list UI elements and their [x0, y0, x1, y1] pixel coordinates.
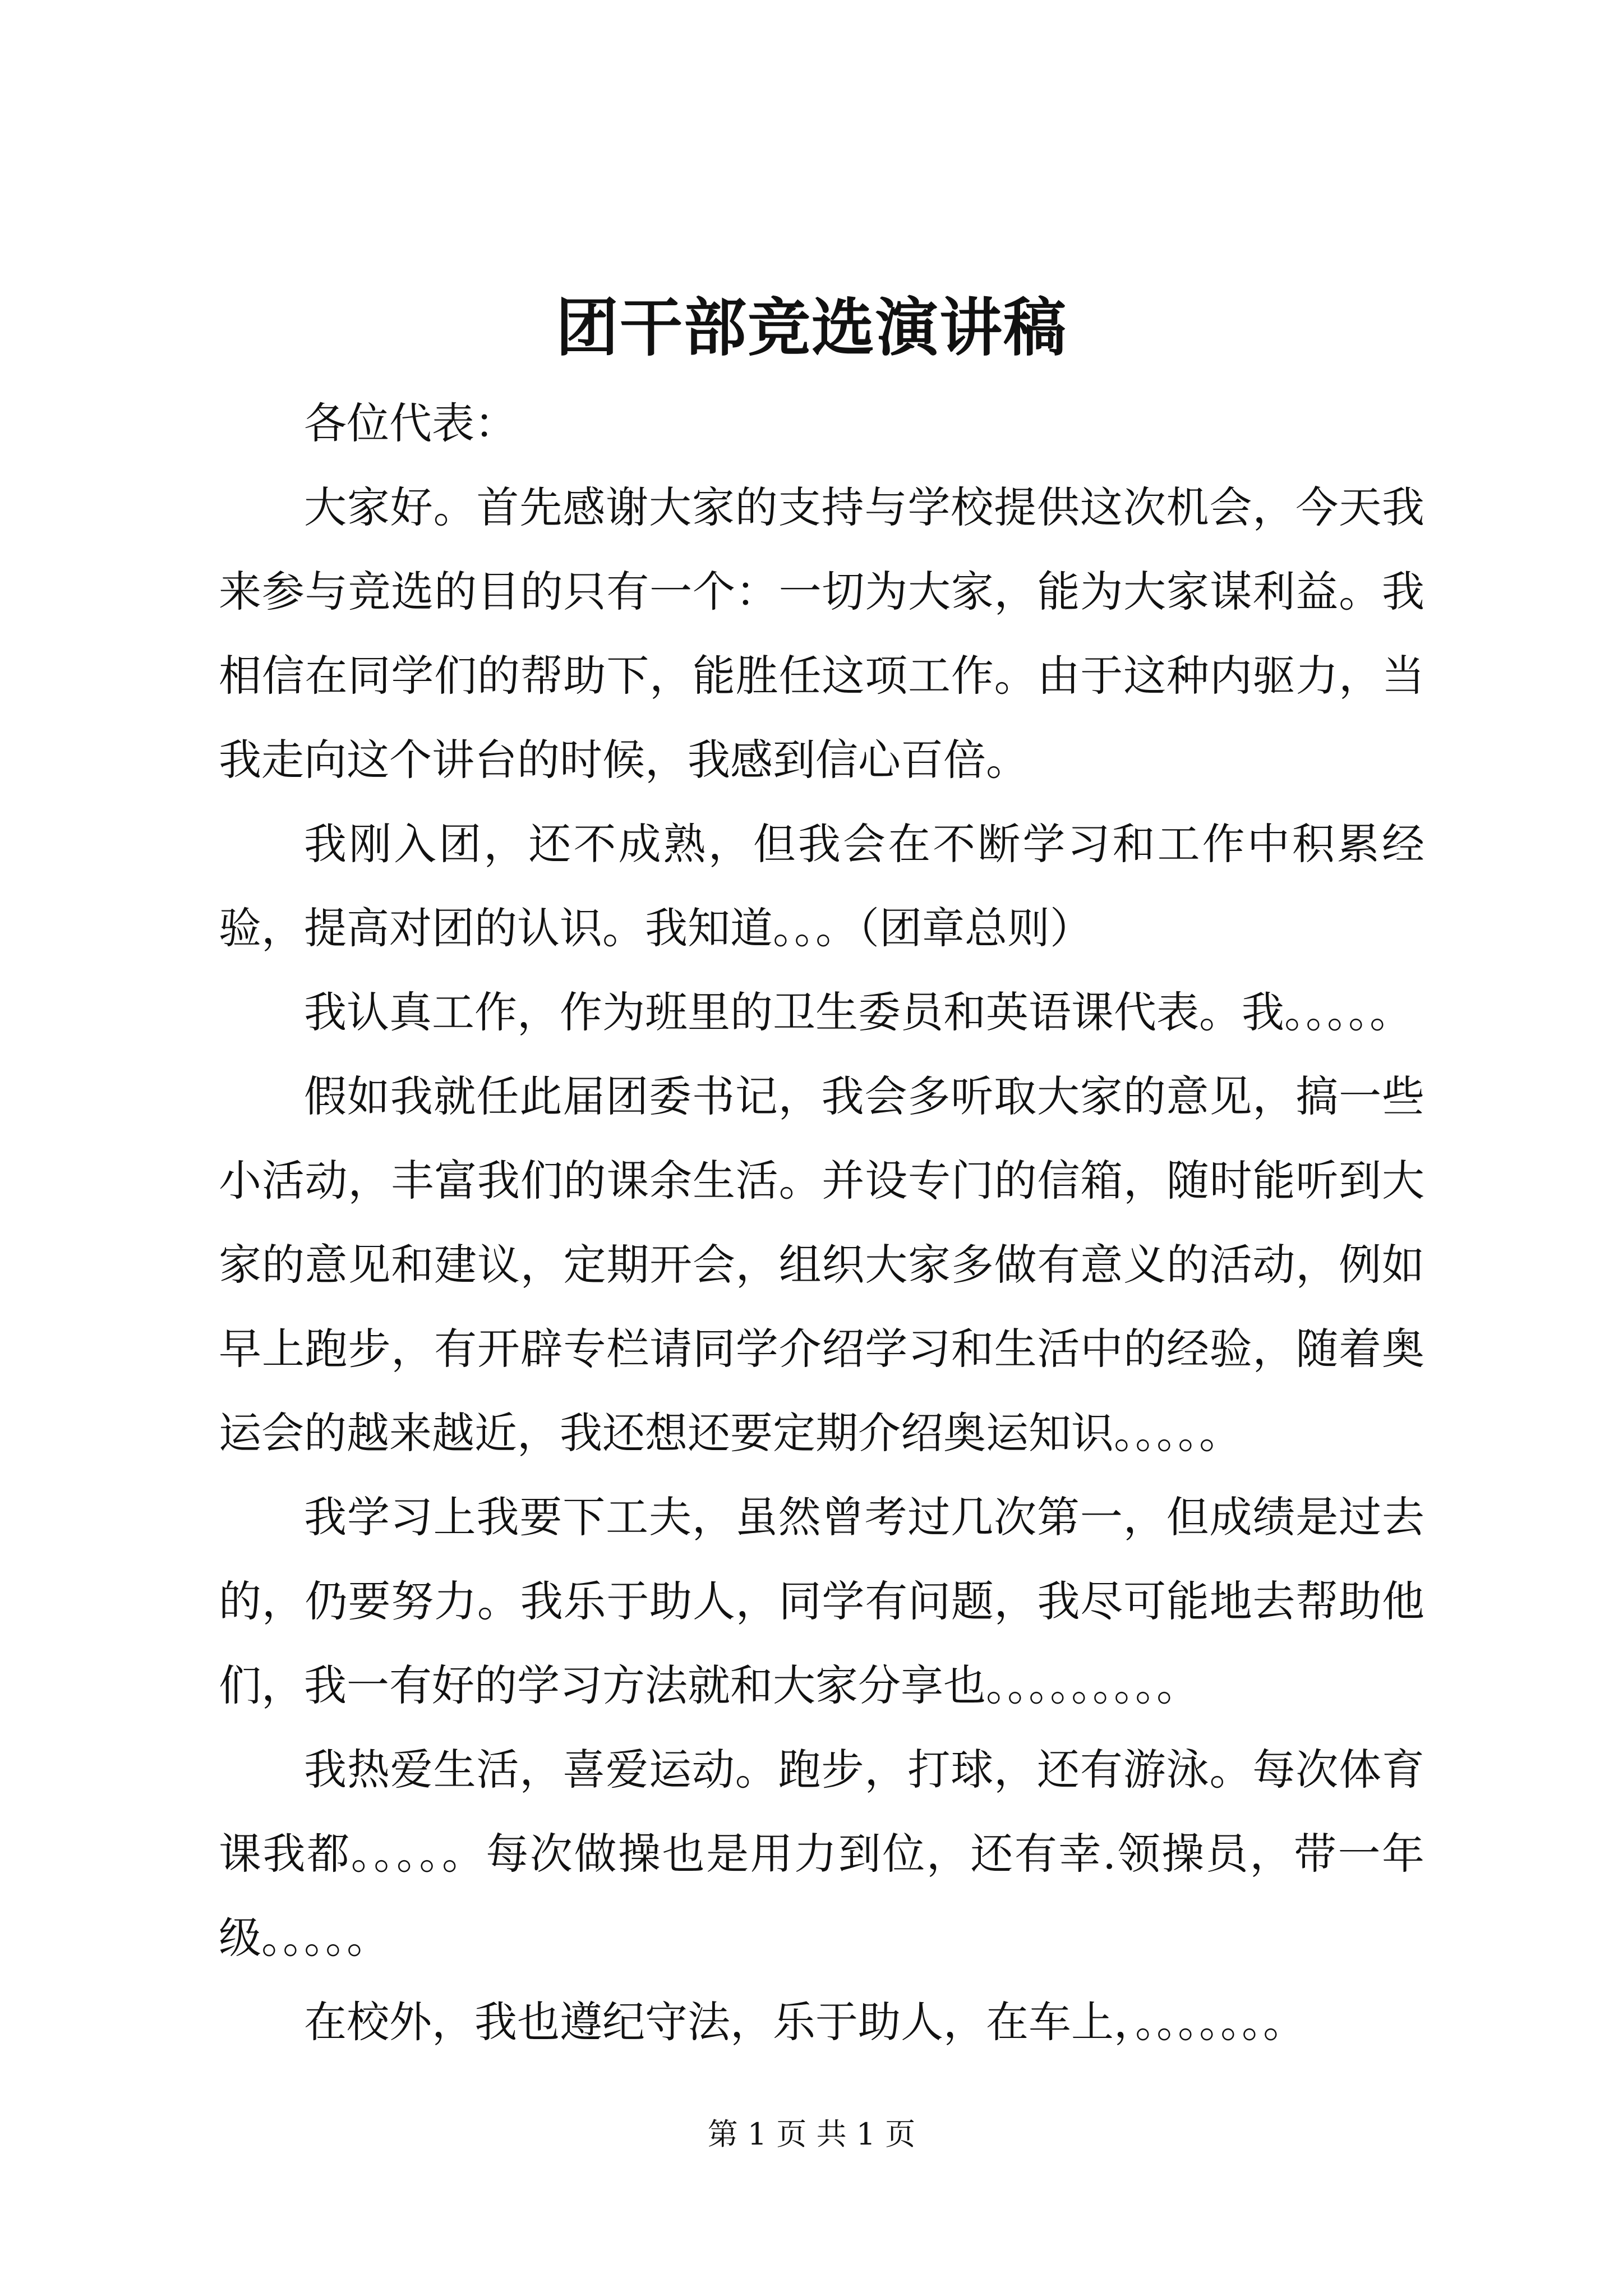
- paragraph: 我刚入团，还不成熟，但我会在不断学习和工作中积累经验，提高对团的认识。我知道。。。（团章总则）: [219, 819, 1424, 953]
- paragraph: 我学习上我要下工夫，虽然曾考过几次第一，但成绩是过去的，仍要努力。我乐于助人，同学有问题，我尽可能地去帮助他们，我一有好的学习方法就和大家分享也。。。。。。。。。: [219, 1492, 1424, 1710]
- document-body: [219, 381, 1424, 2064]
- paragraph-salutation: 各位代表：: [304, 398, 517, 448]
- paragraph: 我认真工作，作为班里的卫生委员和英语课代表。我。。。。。: [304, 987, 1412, 1037]
- paragraph: 大家好。首先感谢大家的支持与学校提供这次机会，今天我来参与竞选的目的只有一个：一切为大家，能为大家谋利益。我相信在同学们的帮助下，能胜任这项工作。由于这种内驱力，当我走向这个讲台的时候，我感到信心百倍。: [219, 482, 1424, 785]
- paragraph: 我热爱生活，喜爱运动。跑步，打球，还有游泳。每次体育课我都。。。。。每次做操也是用力到位，还有幸.领操员，带一年级。。。。。: [219, 1745, 1424, 1963]
- page-footer: 第 1 页 共 1 页: [707, 2116, 916, 2152]
- document-title: 团干部竞选演讲稿: [556, 291, 1067, 365]
- paragraph: 假如我就任此届团委书记，我会多听取大家的意见，搞一些小活动，丰富我们的课余生活。并设专门的信箱，随时能听到大家的意见和建议，定期开会，组织大家多做有意义的活动，例如早上跑步，有开辟专栏请同学介绍学习和生活中的经验，随着奥运会的越来越近，我还想还要定期介绍奥运知识。。。。。: [219, 1071, 1424, 1458]
- paragraph: 在校外，我也遵纪守法，乐于助人，在车上，。。。。。。。: [304, 1997, 1306, 2047]
